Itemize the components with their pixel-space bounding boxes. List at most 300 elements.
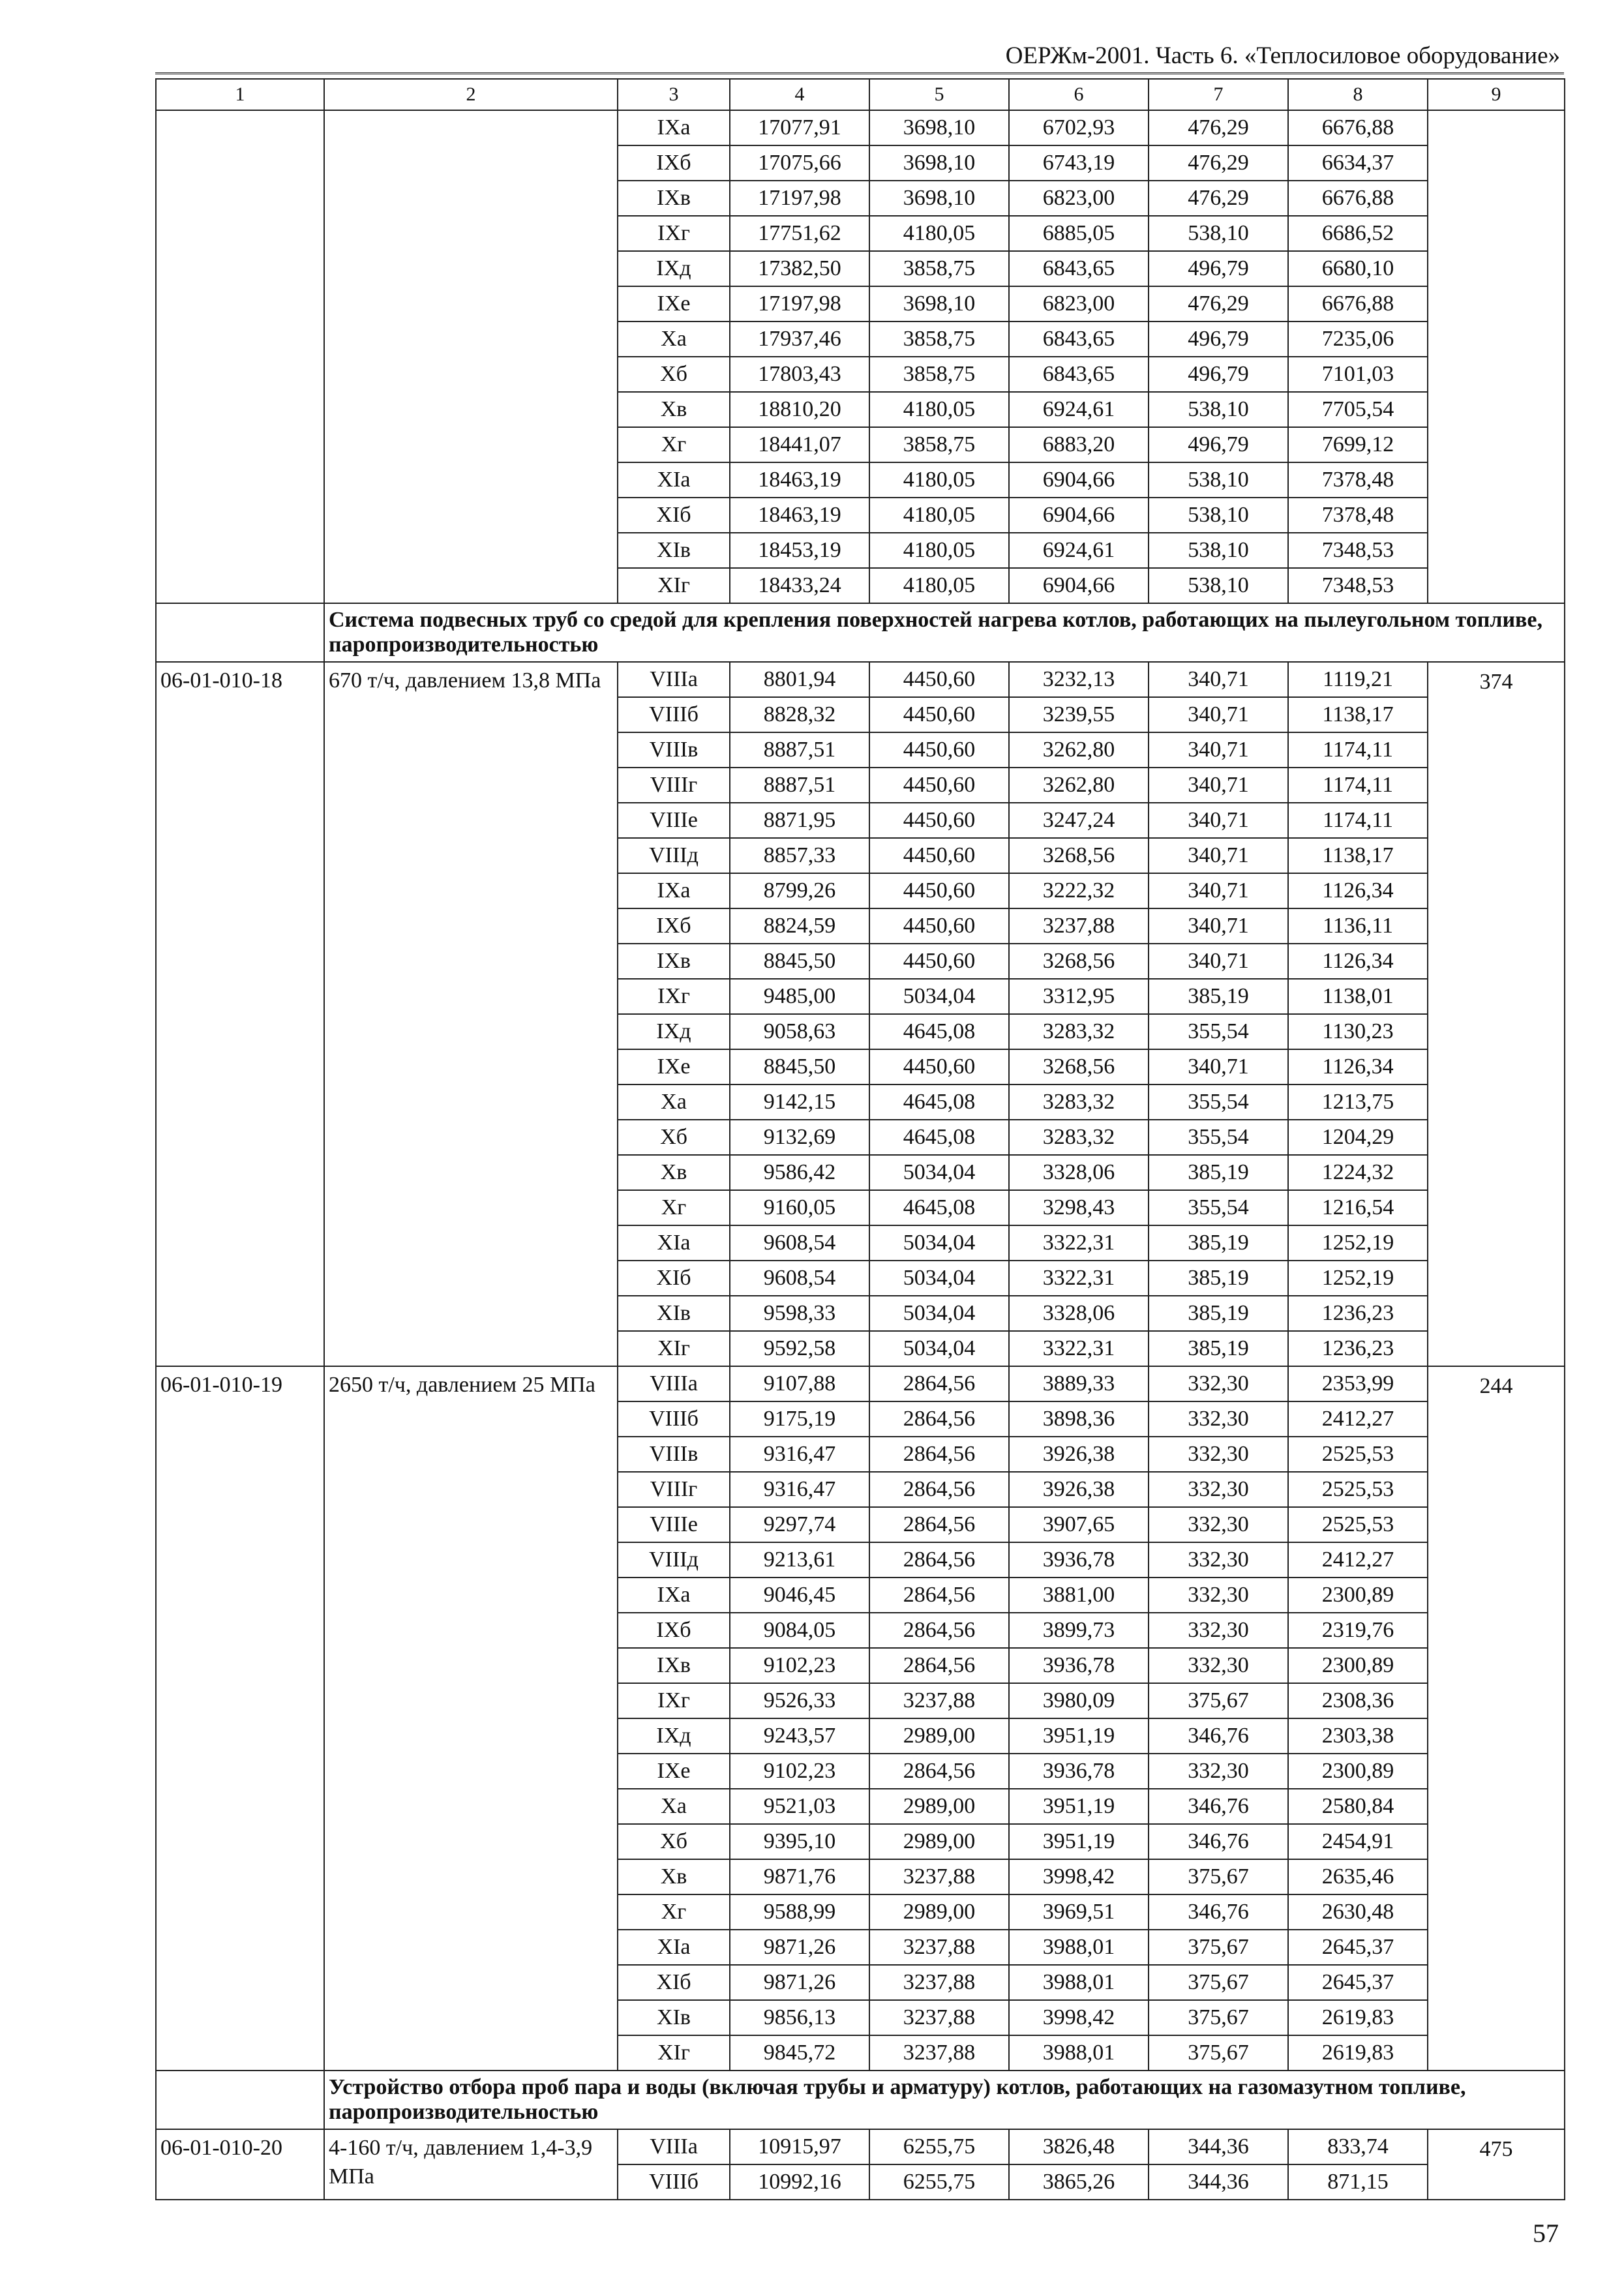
materials-cell: 2645,37 — [1288, 1965, 1428, 2000]
machinist-wages-cell: 476,29 — [1149, 181, 1288, 216]
machinist-wages-cell: 496,79 — [1149, 251, 1288, 286]
zone-cell: Xа — [618, 1789, 730, 1824]
machines-cell: 3951,19 — [1009, 1789, 1149, 1824]
zone-cell: XIв — [618, 1296, 730, 1331]
rate-code-cell: 06-01-010-18 — [156, 662, 324, 1366]
machines-cell: 3998,42 — [1009, 2000, 1149, 2035]
machinist-wages-cell: 538,10 — [1149, 392, 1288, 427]
column-number: 4 — [730, 79, 869, 110]
materials-cell: 1174,11 — [1288, 803, 1428, 838]
materials-cell: 2619,83 — [1288, 2035, 1428, 2071]
zone-cell: Xа — [618, 322, 730, 357]
machines-cell: 3881,00 — [1009, 1578, 1149, 1613]
machinist-wages-cell: 375,67 — [1149, 2000, 1288, 2035]
machinist-wages-cell: 332,30 — [1149, 1578, 1288, 1613]
materials-cell: 1252,19 — [1288, 1261, 1428, 1296]
total-cost-cell: 9142,15 — [730, 1085, 869, 1120]
machinist-wages-cell: 340,71 — [1149, 944, 1288, 979]
zone-cell: VIIIе — [618, 1507, 730, 1542]
machines-cell: 3262,80 — [1009, 732, 1149, 768]
machinist-wages-cell: 476,29 — [1149, 110, 1288, 145]
materials-cell: 2308,36 — [1288, 1683, 1428, 1718]
wages-cell: 2864,56 — [869, 1613, 1009, 1648]
table-row — [156, 1366, 1565, 1401]
total-cost-cell: 9856,13 — [730, 2000, 869, 2035]
machinist-wages-cell: 496,79 — [1149, 322, 1288, 357]
materials-cell: 7348,53 — [1288, 568, 1428, 603]
machines-cell: 3889,33 — [1009, 1366, 1149, 1401]
machines-cell: 3268,56 — [1009, 1049, 1149, 1085]
machines-cell: 6823,00 — [1009, 181, 1149, 216]
zone-cell: IXг — [618, 216, 730, 251]
rate-description-cell: 2650 т/ч, давлением 25 МПа — [324, 1366, 618, 2071]
machines-cell: 6904,66 — [1009, 462, 1149, 498]
zone-cell: XIб — [618, 1261, 730, 1296]
materials-cell: 1236,23 — [1288, 1296, 1428, 1331]
wages-cell: 4450,60 — [869, 768, 1009, 803]
total-cost-cell: 9395,10 — [730, 1824, 869, 1859]
section-blank-cell — [156, 2071, 324, 2129]
materials-cell: 2353,99 — [1288, 1366, 1428, 1401]
zone-cell: XIг — [618, 2035, 730, 2071]
wages-cell: 4450,60 — [869, 697, 1009, 732]
machines-cell: 3283,32 — [1009, 1085, 1149, 1120]
wages-cell: 4450,60 — [869, 662, 1009, 697]
zone-cell: Xг — [618, 427, 730, 462]
materials-cell: 1213,75 — [1288, 1085, 1428, 1120]
total-cost-cell: 18441,07 — [730, 427, 869, 462]
zone-cell: XIв — [618, 2000, 730, 2035]
machinist-wages-cell: 332,30 — [1149, 1648, 1288, 1683]
machinist-wages-cell: 346,76 — [1149, 1824, 1288, 1859]
machines-cell: 3247,24 — [1009, 803, 1149, 838]
machinist-wages-cell: 538,10 — [1149, 498, 1288, 533]
machines-cell: 3865,26 — [1009, 2164, 1149, 2200]
machines-cell: 3980,09 — [1009, 1683, 1149, 1718]
price-table-body — [156, 79, 1565, 2200]
machinist-wages-cell: 496,79 — [1149, 357, 1288, 392]
total-cost-cell: 9175,19 — [730, 1401, 869, 1437]
column-number: 1 — [156, 79, 324, 110]
total-cost-cell: 9526,33 — [730, 1683, 869, 1718]
wages-cell: 4450,60 — [869, 944, 1009, 979]
materials-cell: 1236,23 — [1288, 1331, 1428, 1366]
machines-cell: 3262,80 — [1009, 768, 1149, 803]
materials-cell: 1138,17 — [1288, 838, 1428, 873]
zone-cell: VIIIг — [618, 1472, 730, 1507]
total-cost-cell: 8887,51 — [730, 732, 869, 768]
zone-cell: IXб — [618, 1613, 730, 1648]
machinist-wages-cell: 538,10 — [1149, 568, 1288, 603]
wages-cell: 3858,75 — [869, 322, 1009, 357]
materials-cell: 1119,21 — [1288, 662, 1428, 697]
zone-cell: XIг — [618, 1331, 730, 1366]
machinist-wages-cell: 375,67 — [1149, 1683, 1288, 1718]
materials-cell: 2412,27 — [1288, 1542, 1428, 1578]
wages-cell: 2864,56 — [869, 1507, 1009, 1542]
materials-cell: 1252,19 — [1288, 1225, 1428, 1261]
machines-cell: 3283,32 — [1009, 1120, 1149, 1155]
wages-cell: 6255,75 — [869, 2164, 1009, 2200]
total-cost-cell: 17197,98 — [730, 181, 869, 216]
total-cost-cell: 9521,03 — [730, 1789, 869, 1824]
zone-cell: Xв — [618, 1859, 730, 1894]
machinist-wages-cell: 340,71 — [1149, 838, 1288, 873]
total-cost-cell: 9871,26 — [730, 1965, 869, 2000]
wages-cell: 3237,88 — [869, 2000, 1009, 2035]
total-cost-cell: 18810,20 — [730, 392, 869, 427]
zone-cell: VIIIд — [618, 838, 730, 873]
machines-cell: 3969,51 — [1009, 1894, 1149, 1930]
wages-cell: 4180,05 — [869, 498, 1009, 533]
zone-cell: XIа — [618, 462, 730, 498]
machinist-wages-cell: 332,30 — [1149, 1366, 1288, 1401]
column-number-row — [156, 79, 1565, 110]
zone-cell: IXе — [618, 286, 730, 322]
zone-cell: IXв — [618, 181, 730, 216]
machines-cell: 3988,01 — [1009, 1965, 1149, 2000]
total-cost-cell: 17937,46 — [730, 322, 869, 357]
wages-cell: 2989,00 — [869, 1894, 1009, 1930]
machines-cell: 3936,78 — [1009, 1754, 1149, 1789]
section-title: Устройство отбора проб пара и воды (включая трубы и арматуру) котлов, работающих на газомазутном топливе, паропроизводительностью — [324, 2071, 1565, 2129]
materials-cell: 6676,88 — [1288, 110, 1428, 145]
total-cost-cell: 17803,43 — [730, 357, 869, 392]
wages-cell: 2864,56 — [869, 1437, 1009, 1472]
total-cost-cell: 9132,69 — [730, 1120, 869, 1155]
machines-cell: 6904,66 — [1009, 498, 1149, 533]
machinist-wages-cell: 332,30 — [1149, 1613, 1288, 1648]
zone-cell: VIIIв — [618, 1437, 730, 1472]
zone-cell: IXв — [618, 944, 730, 979]
machines-cell: 3268,56 — [1009, 944, 1149, 979]
total-cost-cell: 9586,42 — [730, 1155, 869, 1190]
wages-cell: 5034,04 — [869, 979, 1009, 1014]
machines-cell: 3936,78 — [1009, 1542, 1149, 1578]
materials-cell: 1126,34 — [1288, 1049, 1428, 1085]
total-cost-cell: 17075,66 — [730, 145, 869, 181]
zone-cell: VIIIд — [618, 1542, 730, 1578]
total-cost-cell: 9107,88 — [730, 1366, 869, 1401]
wages-cell: 2989,00 — [869, 1789, 1009, 1824]
machines-cell: 3898,36 — [1009, 1401, 1149, 1437]
wages-cell: 2864,56 — [869, 1754, 1009, 1789]
materials-cell: 1216,54 — [1288, 1190, 1428, 1225]
zone-cell: Xв — [618, 392, 730, 427]
materials-cell: 2300,89 — [1288, 1648, 1428, 1683]
machines-cell: 3322,31 — [1009, 1331, 1149, 1366]
materials-cell: 1224,32 — [1288, 1155, 1428, 1190]
total-cost-cell: 8799,26 — [730, 873, 869, 908]
column-number: 8 — [1288, 79, 1428, 110]
machinist-wages-cell: 344,36 — [1149, 2129, 1288, 2164]
total-cost-cell: 17197,98 — [730, 286, 869, 322]
machinist-wages-cell: 538,10 — [1149, 216, 1288, 251]
total-cost-cell: 9871,26 — [730, 1930, 869, 1965]
total-cost-cell: 17382,50 — [730, 251, 869, 286]
zone-cell: Xб — [618, 1824, 730, 1859]
materials-cell: 7378,48 — [1288, 498, 1428, 533]
zone-cell: XIа — [618, 1930, 730, 1965]
machinist-wages-cell: 340,71 — [1149, 732, 1288, 768]
machinist-wages-cell: 340,71 — [1149, 873, 1288, 908]
materials-cell: 7705,54 — [1288, 392, 1428, 427]
machines-cell: 6904,66 — [1009, 568, 1149, 603]
machinist-wages-cell: 375,67 — [1149, 1965, 1288, 2000]
machines-cell: 3926,38 — [1009, 1437, 1149, 1472]
machines-cell: 3328,06 — [1009, 1296, 1149, 1331]
materials-cell: 6676,88 — [1288, 181, 1428, 216]
machinist-wages-cell: 476,29 — [1149, 145, 1288, 181]
table-row — [156, 662, 1565, 697]
zone-cell: IXг — [618, 1683, 730, 1718]
zone-cell: IXе — [618, 1049, 730, 1085]
machines-cell: 6843,65 — [1009, 251, 1149, 286]
total-cost-cell: 8824,59 — [730, 908, 869, 944]
machines-cell: 3926,38 — [1009, 1472, 1149, 1507]
materials-cell: 1126,34 — [1288, 944, 1428, 979]
zone-cell: IXб — [618, 145, 730, 181]
materials-cell: 2300,89 — [1288, 1578, 1428, 1613]
rate-description-cell: 4-160 т/ч, давлением 1,4-3,9 МПа — [324, 2129, 618, 2200]
machines-cell: 3328,06 — [1009, 1155, 1149, 1190]
wages-cell: 2989,00 — [869, 1824, 1009, 1859]
machines-cell: 6924,61 — [1009, 392, 1149, 427]
materials-cell: 6680,10 — [1288, 251, 1428, 286]
machinist-wages-cell: 332,30 — [1149, 1754, 1288, 1789]
wages-cell: 3858,75 — [869, 357, 1009, 392]
page-number: 57 — [1533, 2219, 1559, 2248]
total-cost-cell: 9608,54 — [730, 1261, 869, 1296]
machinist-wages-cell: 355,54 — [1149, 1120, 1288, 1155]
total-cost-cell: 9588,99 — [730, 1894, 869, 1930]
wages-cell: 3698,10 — [869, 145, 1009, 181]
machinist-wages-cell: 355,54 — [1149, 1190, 1288, 1225]
machinist-wages-cell: 346,76 — [1149, 1894, 1288, 1930]
total-cost-cell: 9297,74 — [730, 1507, 869, 1542]
column-9-cell: 475 — [1428, 2129, 1565, 2200]
machines-cell: 6843,65 — [1009, 322, 1149, 357]
machinist-wages-cell: 385,19 — [1149, 1155, 1288, 1190]
materials-cell: 7699,12 — [1288, 427, 1428, 462]
zone-cell: VIIIе — [618, 803, 730, 838]
machines-cell: 3283,32 — [1009, 1014, 1149, 1049]
total-cost-cell: 9485,00 — [730, 979, 869, 1014]
machinist-wages-cell: 340,71 — [1149, 1049, 1288, 1085]
column-number: 7 — [1149, 79, 1288, 110]
machines-cell: 3936,78 — [1009, 1648, 1149, 1683]
zone-cell: IXа — [618, 110, 730, 145]
machines-cell: 3232,13 — [1009, 662, 1149, 697]
machinist-wages-cell: 385,19 — [1149, 1261, 1288, 1296]
machines-cell: 6883,20 — [1009, 427, 1149, 462]
wages-cell: 4645,08 — [869, 1014, 1009, 1049]
wages-cell: 3237,88 — [869, 1930, 1009, 1965]
section-blank-cell — [156, 603, 324, 662]
wages-cell: 4450,60 — [869, 908, 1009, 944]
wages-cell: 2864,56 — [869, 1472, 1009, 1507]
total-cost-cell: 8857,33 — [730, 838, 869, 873]
wages-cell: 4180,05 — [869, 392, 1009, 427]
machines-cell: 3312,95 — [1009, 979, 1149, 1014]
rate-code-cell: 06-01-010-19 — [156, 1366, 324, 2071]
zone-cell: IXг — [618, 979, 730, 1014]
total-cost-cell: 8828,32 — [730, 697, 869, 732]
zone-cell: IXа — [618, 873, 730, 908]
zone-cell: XIб — [618, 1965, 730, 2000]
zone-cell: VIIIа — [618, 2129, 730, 2164]
section-row — [156, 603, 1565, 662]
total-cost-cell: 9102,23 — [730, 1648, 869, 1683]
machinist-wages-cell: 344,36 — [1149, 2164, 1288, 2200]
machines-cell: 3222,32 — [1009, 873, 1149, 908]
wages-cell: 3237,88 — [869, 1683, 1009, 1718]
machinist-wages-cell: 340,71 — [1149, 697, 1288, 732]
machines-cell: 6823,00 — [1009, 286, 1149, 322]
machinist-wages-cell: 375,67 — [1149, 1930, 1288, 1965]
machines-cell: 6702,93 — [1009, 110, 1149, 145]
wages-cell: 3237,88 — [869, 2035, 1009, 2071]
wages-cell: 3237,88 — [869, 1965, 1009, 2000]
column-number: 3 — [618, 79, 730, 110]
section-title: Система подвесных труб со средой для крепления поверхностей нагрева котлов, работающих на пылеугольном топливе, паропроизводительностью — [324, 603, 1565, 662]
materials-cell: 2525,53 — [1288, 1472, 1428, 1507]
zone-cell: Xг — [618, 1894, 730, 1930]
machines-cell: 3237,88 — [1009, 908, 1149, 944]
column-9-cell: 374 — [1428, 662, 1565, 1366]
rate-code-cell: 06-01-010-20 — [156, 2129, 324, 2200]
zone-cell: XIа — [618, 1225, 730, 1261]
total-cost-cell: 9592,58 — [730, 1331, 869, 1366]
machinist-wages-cell: 346,76 — [1149, 1789, 1288, 1824]
column-number: 5 — [869, 79, 1009, 110]
total-cost-cell: 9845,72 — [730, 2035, 869, 2071]
materials-cell: 7348,53 — [1288, 533, 1428, 568]
machines-cell: 3988,01 — [1009, 1930, 1149, 1965]
machinist-wages-cell: 332,30 — [1149, 1401, 1288, 1437]
zone-cell: VIIIа — [618, 1366, 730, 1401]
page-header: ОЕРЖм-2001. Часть 6. «Теплосиловое оборудование» — [155, 38, 1564, 74]
wages-cell: 4645,08 — [869, 1120, 1009, 1155]
materials-cell: 871,15 — [1288, 2164, 1428, 2200]
machinist-wages-cell: 355,54 — [1149, 1085, 1288, 1120]
total-cost-cell: 18463,19 — [730, 462, 869, 498]
materials-cell: 6686,52 — [1288, 216, 1428, 251]
machinist-wages-cell: 385,19 — [1149, 979, 1288, 1014]
total-cost-cell: 9046,45 — [730, 1578, 869, 1613]
rate-description-cell — [324, 110, 618, 603]
wages-cell: 5034,04 — [869, 1225, 1009, 1261]
wages-cell: 5034,04 — [869, 1296, 1009, 1331]
materials-cell: 6676,88 — [1288, 286, 1428, 322]
machines-cell: 6924,61 — [1009, 533, 1149, 568]
wages-cell: 4180,05 — [869, 533, 1009, 568]
wages-cell: 4450,60 — [869, 838, 1009, 873]
wages-cell: 2864,56 — [869, 1648, 1009, 1683]
wages-cell: 4450,60 — [869, 1049, 1009, 1085]
materials-cell: 1138,01 — [1288, 979, 1428, 1014]
machines-cell: 3951,19 — [1009, 1824, 1149, 1859]
machines-cell: 3907,65 — [1009, 1507, 1149, 1542]
wages-cell: 3237,88 — [869, 1859, 1009, 1894]
zone-cell: VIIIг — [618, 768, 730, 803]
machinist-wages-cell: 538,10 — [1149, 462, 1288, 498]
machinist-wages-cell: 340,71 — [1149, 908, 1288, 944]
machinist-wages-cell: 496,79 — [1149, 427, 1288, 462]
total-cost-cell: 9058,63 — [730, 1014, 869, 1049]
total-cost-cell: 9316,47 — [730, 1472, 869, 1507]
materials-cell: 1174,11 — [1288, 732, 1428, 768]
machinist-wages-cell: 385,19 — [1149, 1225, 1288, 1261]
materials-cell: 2635,46 — [1288, 1859, 1428, 1894]
zone-cell: IXд — [618, 1718, 730, 1754]
column-number: 2 — [324, 79, 618, 110]
wages-cell: 4180,05 — [869, 568, 1009, 603]
zone-cell: IXв — [618, 1648, 730, 1683]
materials-cell: 2580,84 — [1288, 1789, 1428, 1824]
total-cost-cell: 9084,05 — [730, 1613, 869, 1648]
machines-cell: 3826,48 — [1009, 2129, 1149, 2164]
wages-cell: 4645,08 — [869, 1085, 1009, 1120]
wages-cell: 2864,56 — [869, 1542, 1009, 1578]
materials-cell: 1174,11 — [1288, 768, 1428, 803]
zone-cell: XIв — [618, 533, 730, 568]
materials-cell: 7235,06 — [1288, 322, 1428, 357]
materials-cell: 2525,53 — [1288, 1507, 1428, 1542]
wages-cell: 5034,04 — [869, 1331, 1009, 1366]
machinist-wages-cell: 332,30 — [1149, 1542, 1288, 1578]
materials-cell: 2525,53 — [1288, 1437, 1428, 1472]
zone-cell: Xа — [618, 1085, 730, 1120]
total-cost-cell: 8887,51 — [730, 768, 869, 803]
zone-cell: VIIIб — [618, 697, 730, 732]
wages-cell: 2864,56 — [869, 1366, 1009, 1401]
machinist-wages-cell: 538,10 — [1149, 533, 1288, 568]
materials-cell: 1204,29 — [1288, 1120, 1428, 1155]
rate-description-cell: 670 т/ч, давлением 13,8 МПа — [324, 662, 618, 1366]
machinist-wages-cell: 346,76 — [1149, 1718, 1288, 1754]
materials-cell: 833,74 — [1288, 2129, 1428, 2164]
wages-cell: 4645,08 — [869, 1190, 1009, 1225]
materials-cell: 2300,89 — [1288, 1754, 1428, 1789]
wages-cell: 2864,56 — [869, 1401, 1009, 1437]
total-cost-cell: 18463,19 — [730, 498, 869, 533]
total-cost-cell: 18453,19 — [730, 533, 869, 568]
wages-cell: 3698,10 — [869, 110, 1009, 145]
wages-cell: 4180,05 — [869, 216, 1009, 251]
zone-cell: IXб — [618, 908, 730, 944]
wages-cell: 4180,05 — [869, 462, 1009, 498]
materials-cell: 2319,76 — [1288, 1613, 1428, 1648]
machines-cell: 3951,19 — [1009, 1718, 1149, 1754]
zone-cell: Xб — [618, 1120, 730, 1155]
materials-cell: 7101,03 — [1288, 357, 1428, 392]
total-cost-cell: 8845,50 — [730, 1049, 869, 1085]
wages-cell: 4450,60 — [869, 873, 1009, 908]
zone-cell: IXд — [618, 1014, 730, 1049]
total-cost-cell: 17751,62 — [730, 216, 869, 251]
total-cost-cell: 9102,23 — [730, 1754, 869, 1789]
total-cost-cell: 10915,97 — [730, 2129, 869, 2164]
total-cost-cell: 9871,76 — [730, 1859, 869, 1894]
wages-cell: 2989,00 — [869, 1718, 1009, 1754]
total-cost-cell: 9160,05 — [730, 1190, 869, 1225]
zone-cell: Xб — [618, 357, 730, 392]
materials-cell: 2619,83 — [1288, 2000, 1428, 2035]
machinist-wages-cell: 340,71 — [1149, 662, 1288, 697]
machinist-wages-cell: 355,54 — [1149, 1014, 1288, 1049]
wages-cell: 3858,75 — [869, 427, 1009, 462]
